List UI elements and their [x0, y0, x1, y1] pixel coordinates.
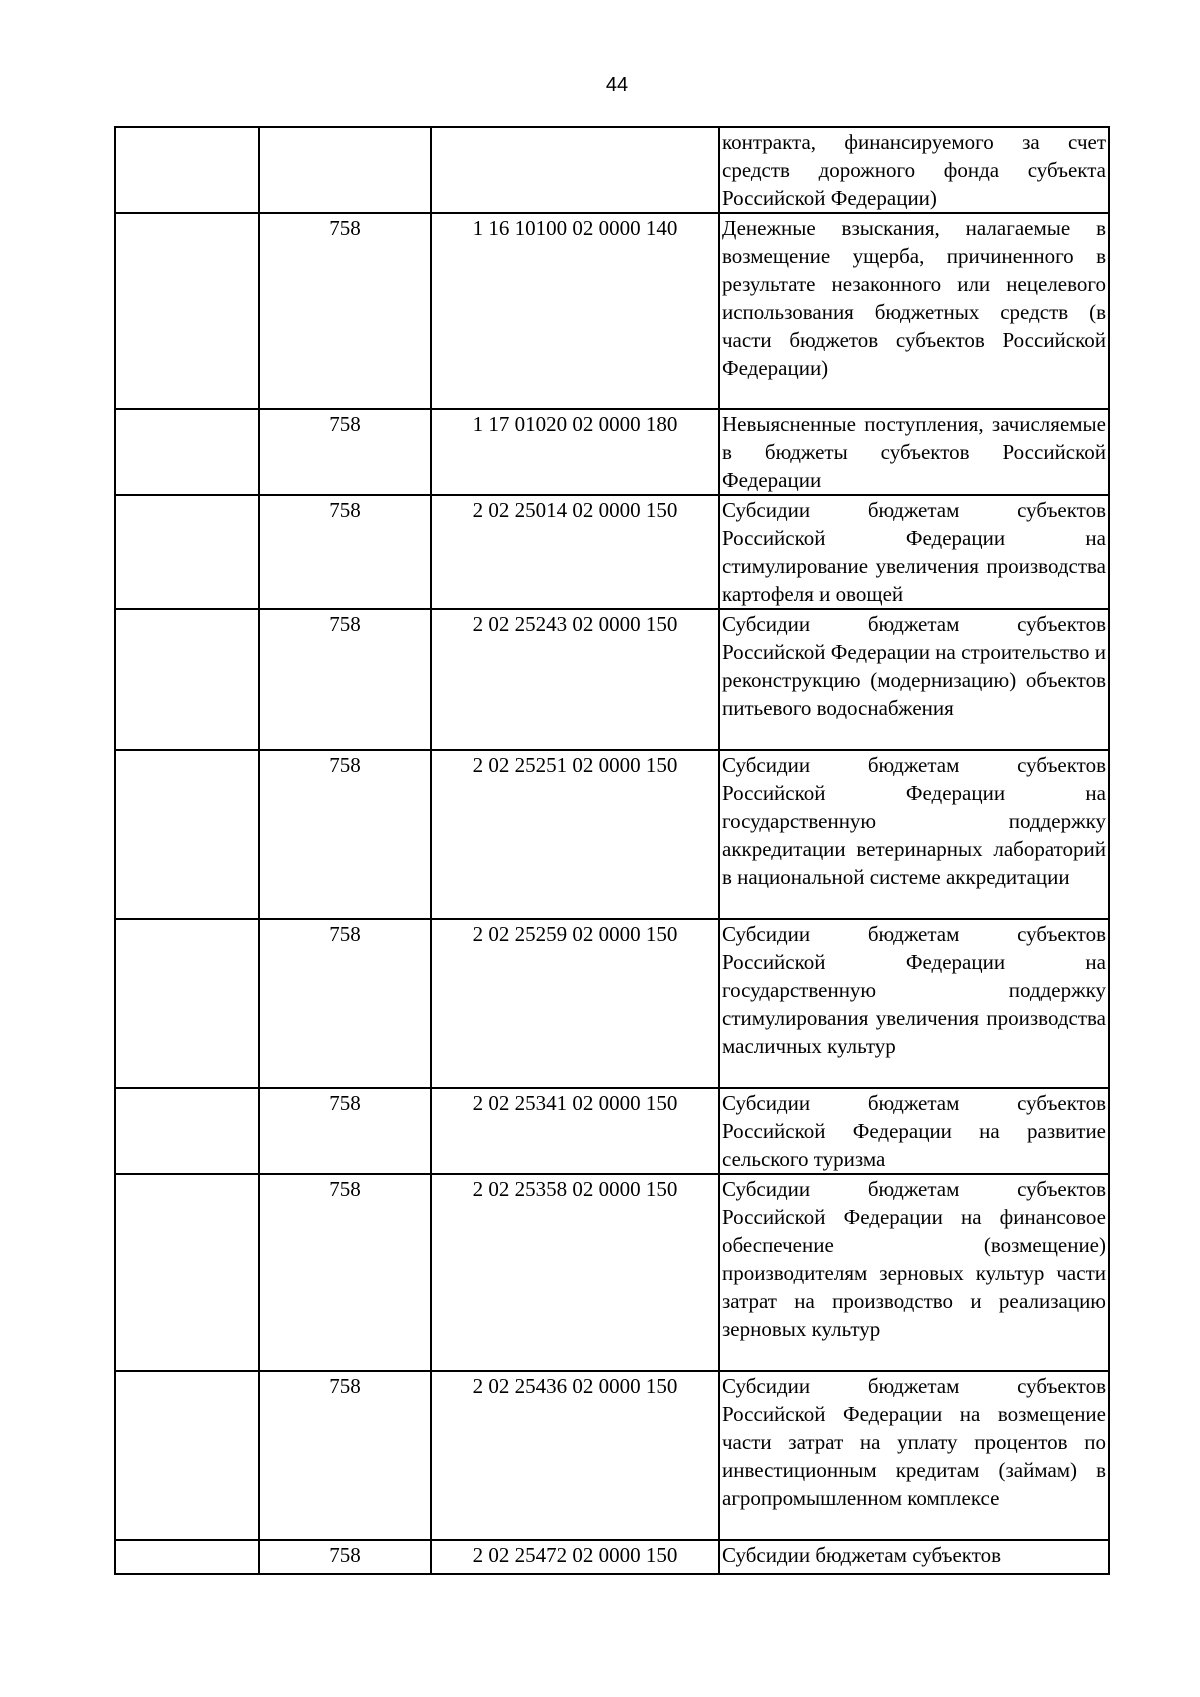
admin-code-cell: 758	[259, 1371, 431, 1540]
budget-code-cell: 2 02 25259 02 0000 150	[431, 919, 719, 1088]
table-row	[115, 609, 1109, 750]
description-cell	[719, 495, 1109, 609]
admin-code-cell: 758	[259, 1540, 431, 1574]
budget-code-cell: 2 02 25436 02 0000 150	[431, 1371, 719, 1540]
table-row	[115, 213, 1109, 409]
description-text: Субсидии бюджетам субъектов	[722, 1543, 1002, 1567]
description-cell	[719, 750, 1109, 919]
table-row	[115, 409, 1109, 495]
description-text: Субсидии бюджетам субъектов Российской Федерации на государственную поддержку аккредитации ветеринарных лабораторий в национальной системе аккредитации	[722, 753, 1106, 889]
description-cell	[719, 213, 1109, 409]
description-cell	[719, 1371, 1109, 1540]
description-text: Субсидии бюджетам субъектов Российской Федерации на государственную поддержку стимулирования увеличения производства масличных культур	[722, 922, 1106, 1058]
budget-code-cell: 2 02 25014 02 0000 150	[431, 495, 719, 609]
empty-cell	[115, 1540, 259, 1574]
budget-code-cell: 2 02 25341 02 0000 150	[431, 1088, 719, 1174]
admin-code-cell: 758	[259, 213, 431, 409]
table-row	[115, 127, 1109, 213]
empty-cell	[115, 409, 259, 495]
budget-code-cell: 2 02 25358 02 0000 150	[431, 1174, 719, 1371]
description-text: Субсидии бюджетам субъектов Российской Федерации на возмещение части затрат на уплату процентов по инвестиционным кредитам (займам) в агропромышленном комплексе	[722, 1374, 1106, 1510]
budget-code-cell: 1 16 10100 02 0000 140	[431, 213, 719, 409]
description-text: контракта, финансируемого за счет средств дорожного фонда субъекта Российской Федерации)	[722, 130, 1106, 210]
budget-code-cell: 2 02 25472 02 0000 150	[431, 1540, 719, 1574]
table-row	[115, 1371, 1109, 1540]
admin-code-cell: 758	[259, 409, 431, 495]
budget-revenue-table	[114, 126, 1110, 1575]
description-cell	[719, 127, 1109, 213]
admin-code-cell: 758	[259, 495, 431, 609]
description-text: Субсидии бюджетам субъектов Российской Федерации на развитие сельского туризма	[722, 1091, 1106, 1171]
table-row	[115, 919, 1109, 1088]
description-text: Субсидии бюджетам субъектов Российской Федерации на финансовое обеспечение (возмещение) производителям зерновых культур части затрат на производство и реализацию зерновых культур	[722, 1177, 1106, 1341]
empty-cell	[115, 1371, 259, 1540]
page-number: 44	[605, 74, 629, 96]
empty-cell	[115, 213, 259, 409]
budget-code-cell: 2 02 25243 02 0000 150	[431, 609, 719, 750]
table-row	[115, 1540, 1109, 1574]
table-row	[115, 495, 1109, 609]
table-row	[115, 750, 1109, 919]
description-cell	[719, 1174, 1109, 1371]
table-row	[115, 1088, 1109, 1174]
description-text: Субсидии бюджетам субъектов Российской Федерации на строительство и реконструкцию (модернизацию) объектов питьевого водоснабжения	[722, 612, 1106, 720]
empty-cell	[115, 919, 259, 1088]
table-row	[115, 1174, 1109, 1371]
admin-code-cell: 758	[259, 1174, 431, 1371]
empty-cell	[115, 1174, 259, 1371]
empty-cell	[115, 495, 259, 609]
admin-code-cell: 758	[259, 750, 431, 919]
description-cell	[719, 609, 1109, 750]
empty-cell	[115, 127, 259, 213]
admin-code-cell: 758	[259, 1088, 431, 1174]
description-text: Субсидии бюджетам субъектов Российской Федерации на стимулирование увеличения производства картофеля и овощей	[722, 498, 1106, 606]
admin-code-cell: 758	[259, 609, 431, 750]
description-text: Невыясненные поступления, зачисляемые в бюджеты субъектов Российской Федерации	[722, 412, 1106, 492]
budget-code-cell: 1 17 01020 02 0000 180	[431, 409, 719, 495]
empty-cell	[115, 1088, 259, 1174]
admin-code-cell: 758	[259, 919, 431, 1088]
description-cell	[719, 1088, 1109, 1174]
budget-code-cell: 2 02 25251 02 0000 150	[431, 750, 719, 919]
description-cell	[719, 919, 1109, 1088]
description-text: Денежные взыскания, налагаемые в возмещение ущерба, причиненного в результате незаконного или нецелевого использования бюджетных средств (в части бюджетов субъектов Российской Федерации)	[722, 216, 1106, 380]
admin-code-cell	[259, 127, 431, 213]
empty-cell	[115, 750, 259, 919]
description-cell	[719, 409, 1109, 495]
description-cell	[719, 1540, 1109, 1574]
budget-code-cell	[431, 127, 719, 213]
empty-cell	[115, 609, 259, 750]
